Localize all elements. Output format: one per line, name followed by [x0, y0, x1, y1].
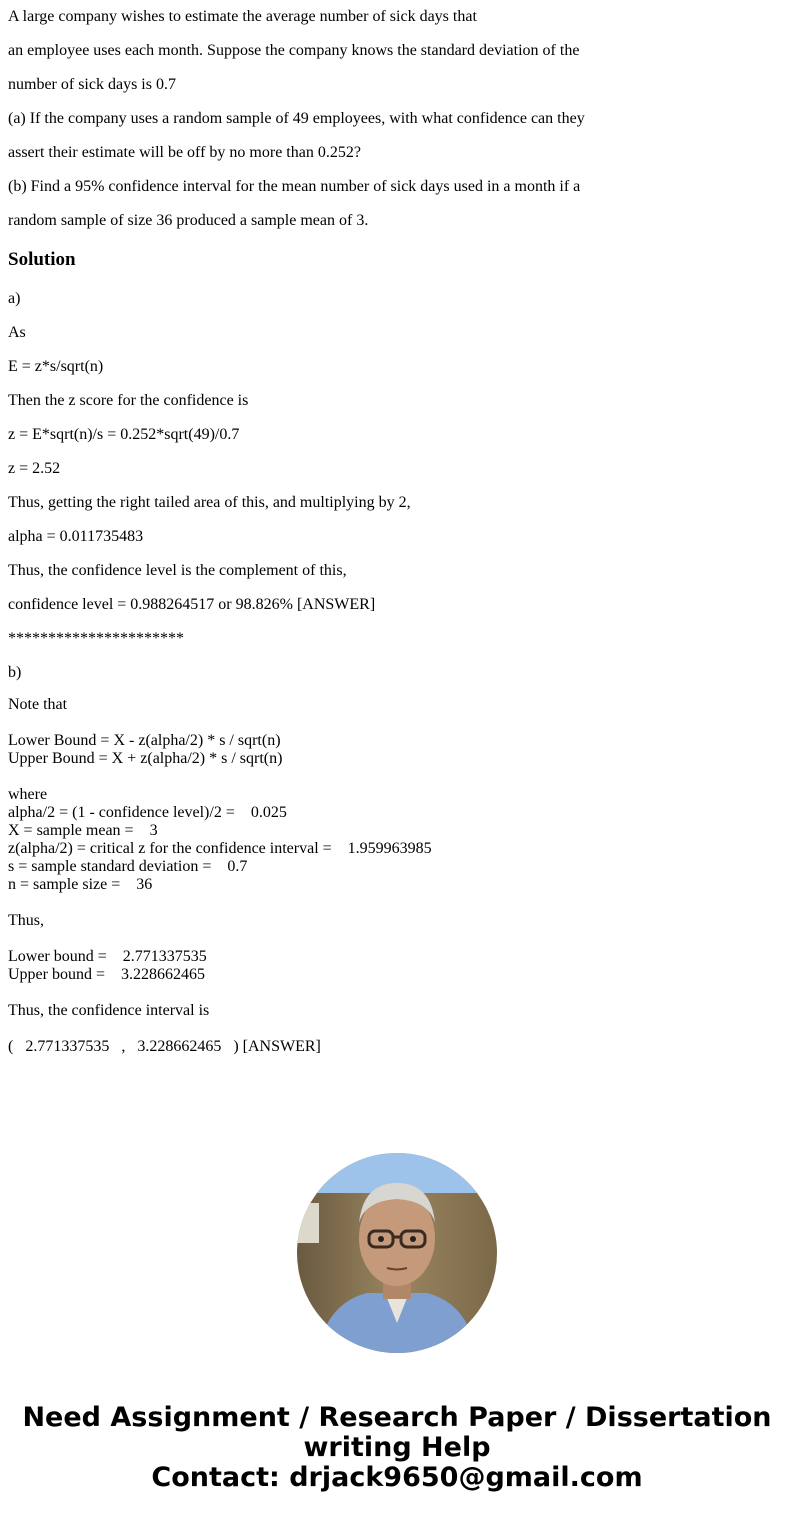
lower-formula: Lower Bound = X - z(alpha/2) * s / sqrt(n) [8, 732, 281, 749]
solution-part-b [8, 696, 788, 1056]
solution-heading: Solution [8, 249, 76, 270]
solution-line: z = E*sqrt(n)/s = 0.252*sqrt(49)/0.7 [8, 426, 240, 443]
footer-contact-line: Contact: drjack9650@gmail.com [151, 1462, 643, 1493]
solution-line: Thus, getting the right tailed area of this, and multiplying by 2, [8, 494, 411, 511]
lower-bound-line: Lower bound = 2.771337535 [8, 948, 207, 965]
separator-stars: ********************** [8, 630, 184, 647]
critical-z-line: z(alpha/2) = critical z for the confidence interval = 1.959963985 [8, 840, 432, 857]
interval-answer-line: ( 2.771337535 , 3.228662465 ) [ANSWER] [8, 1038, 321, 1055]
std-dev-line: s = sample standard deviation = 0.7 [8, 858, 248, 875]
upper-formula: Upper Bound = X + z(alpha/2) * s / sqrt(n) [8, 750, 283, 767]
question-line: number of sick days is 0.7 [8, 76, 176, 93]
alpha-half-line: alpha/2 = (1 - confidence level)/2 = 0.025 [8, 804, 287, 821]
solution-line: z = 2.52 [8, 460, 61, 477]
question-line: (a) If the company uses a random sample of 49 employees, with what confidence can they [8, 110, 585, 127]
footer-line: writing Help [303, 1432, 491, 1463]
question-line: A large company wishes to estimate the average number of sick days that [8, 8, 477, 25]
solution-line: As [8, 324, 26, 341]
upper-bound-line: Upper bound = 3.228662465 [8, 966, 206, 983]
where-line: where [8, 786, 48, 803]
question-line: random sample of size 36 produced a sample mean of 3. [8, 212, 369, 229]
solution-line: a) [8, 290, 21, 307]
contact-footer [0, 1403, 794, 1493]
question-line: an employee uses each month. Suppose the company knows the standard deviation of the [8, 42, 580, 59]
question-line: assert their estimate will be off by no more than 0.252? [8, 144, 361, 161]
sample-size-line: n = sample size = 36 [8, 876, 153, 893]
note-line: Note that [8, 696, 68, 713]
avatar [297, 1153, 497, 1353]
question-block [8, 0, 788, 238]
solution-line: b) [8, 664, 22, 681]
solution-line: alpha = 0.011735483 [8, 528, 144, 545]
solution-line: E = z*s/sqrt(n) [8, 358, 104, 375]
interval-intro-line: Thus, the confidence interval is [8, 1002, 210, 1019]
thus-line: Thus, [8, 912, 44, 929]
footer-line: Need Assignment / Research Paper / Dissertation [22, 1402, 772, 1433]
solution-line: Thus, the confidence level is the complement of this, [8, 562, 347, 579]
sample-mean-line: X = sample mean = 3 [8, 822, 158, 839]
solution-line: Then the z score for the confidence is [8, 392, 249, 409]
solution-line: confidence level = 0.988264517 or 98.826% [ANSWER] [8, 596, 376, 613]
solution-part-a [8, 282, 788, 690]
person-portrait-icon [297, 1153, 497, 1353]
question-line: (b) Find a 95% confidence interval for the mean number of sick days used in a month if a [8, 178, 581, 195]
document-body [8, 0, 788, 1056]
